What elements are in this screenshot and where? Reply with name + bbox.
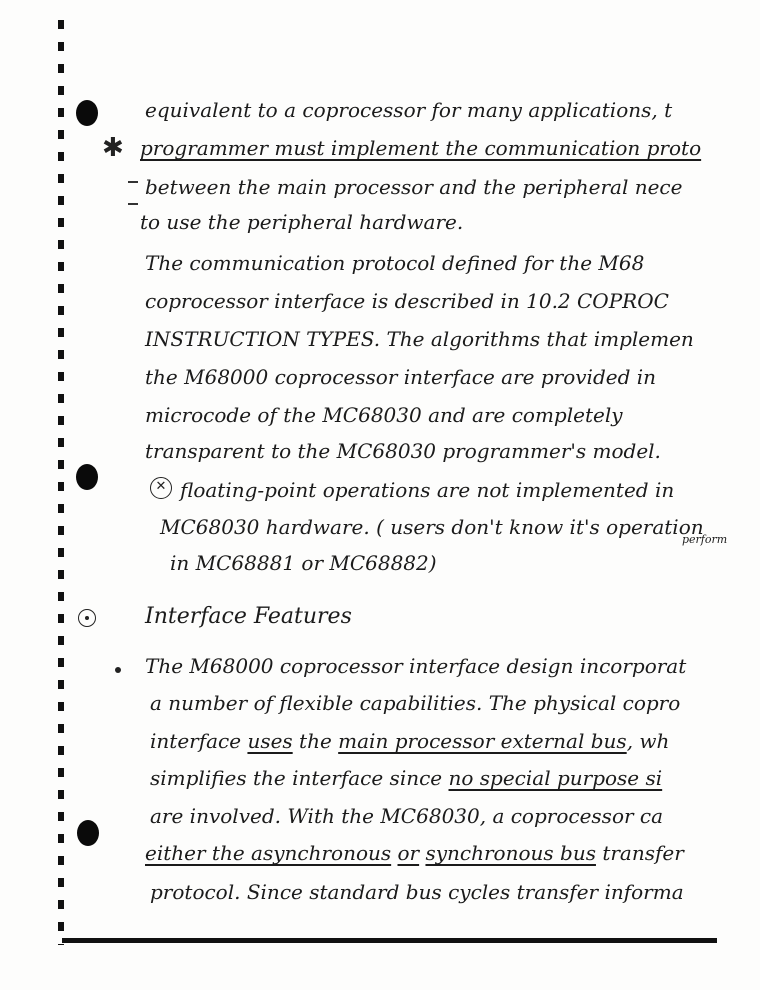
note-line: to use the peripheral hardware. xyxy=(140,210,464,234)
binder-hole-bottom xyxy=(77,820,99,846)
margin-annotation: perform xyxy=(682,533,728,546)
note-line: The communication protocol defined for the M68 xyxy=(145,251,645,275)
note-line: between the main processor and the peripheral nece xyxy=(145,175,683,199)
note-line: equivalent to a coprocessor for many applications, t xyxy=(145,98,673,122)
text-run: the xyxy=(299,729,332,753)
note-line: in MC68881 or MC68882) xyxy=(170,551,437,575)
note-line: INSTRUCTION TYPES. The algorithms that implemen xyxy=(145,327,694,351)
text-run: transfer xyxy=(602,841,684,865)
underline-span: either the asynchronous xyxy=(145,841,392,865)
text-run: interface xyxy=(150,729,242,753)
margin-tick xyxy=(128,181,138,183)
binder-hole-top xyxy=(76,100,98,126)
note-line: a number of flexible capabilities. The physical copro xyxy=(150,691,681,715)
note-line xyxy=(150,768,662,788)
note-line: transparent to the MC68030 programmer's model. xyxy=(145,439,661,463)
underline-span: or xyxy=(397,841,420,865)
section-bullet-icon xyxy=(78,609,96,627)
note-line: protocol. Since standard bus cycles transfer informa xyxy=(150,880,684,904)
text-run: , wh xyxy=(626,729,670,753)
binder-hole-middle xyxy=(76,464,98,490)
perforated-left-edge xyxy=(58,20,64,945)
underline-span: programmer must implement the communication proto xyxy=(140,136,702,160)
note-line-underlined xyxy=(140,138,701,158)
section-heading: Interface Features xyxy=(145,604,352,629)
paragraph-bullet-icon xyxy=(115,667,121,673)
note-line: floating-point operations are not implemented in xyxy=(180,478,675,502)
note-line: The M68000 coprocessor interface design incorporat xyxy=(145,654,687,678)
note-line: MC68030 hardware. ( users don't know it's operation xyxy=(160,515,704,539)
margin-tick xyxy=(128,203,138,205)
underline-span: no special purpose si xyxy=(448,766,663,790)
note-line: are involved. With the MC68030, a coprocessor ca xyxy=(150,804,664,828)
note-line xyxy=(145,843,684,863)
underline-span: main processor external bus xyxy=(338,729,627,753)
note-line: the M68000 coprocessor interface are provided in xyxy=(145,365,657,389)
star-mark-icon: ✱ xyxy=(102,133,124,163)
note-line: coprocessor interface is described in 10.2 COPROC xyxy=(145,289,669,313)
underline-span: synchronous bus xyxy=(425,841,596,865)
page-bottom-edge xyxy=(62,938,717,943)
note-line xyxy=(150,731,669,751)
crossed-circle-icon: ✕ xyxy=(150,477,172,499)
underline-span: uses xyxy=(247,729,293,753)
text-run: simplifies the interface since xyxy=(150,766,443,790)
note-line: microcode of the MC68030 and are completely xyxy=(145,403,623,427)
